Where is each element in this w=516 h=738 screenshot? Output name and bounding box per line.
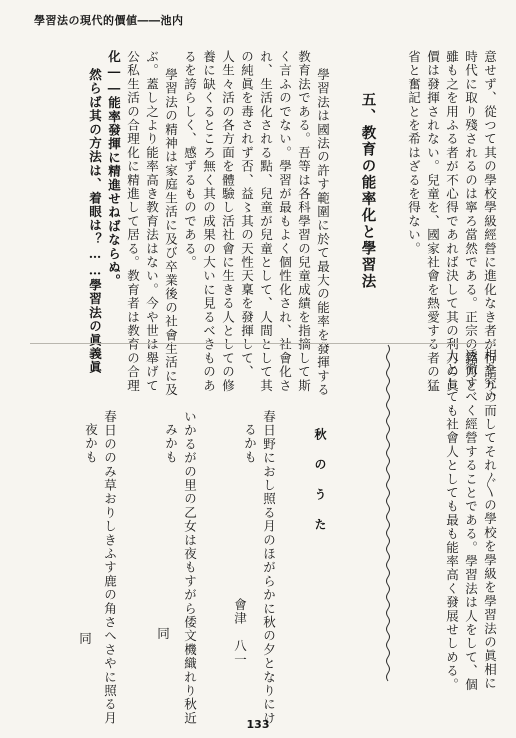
section-heading: 五、教育の能率化と學習法: [359, 92, 377, 290]
body-col-8: るを誇らしく、感ずるものである。: [182, 50, 198, 270]
body-col-1: 學習法は國法の許す範圍に於て最大の能率を發揮する: [315, 68, 331, 397]
upper-text-col-4: 價は發揮されない。兒童を、國家社會を熱愛する者の猛: [425, 50, 441, 393]
body-col-5: の純眞を毒されず否、益〻其の天性天稟を發揮して、: [239, 50, 255, 379]
poem-1-verse-1: 春日野におし照る月のほがらかに秋の夕となりにけ: [261, 410, 277, 726]
upper-text-col-3: 雖も之を用ふる者が不心得であれば決して其の利刀の眞: [444, 50, 460, 393]
lower-text-col-3: 人としても社會人としても最も能率高く發展せしめる。: [444, 349, 460, 692]
body-col-12: 化――能率發揮に精進せねばならぬ。: [106, 50, 122, 288]
body-col-9: 學習法の精神は家庭生活に及び卒業後の社會生活に及: [163, 68, 179, 397]
body-col-2: 教育法である。吾等は各科學習の兒童成績を指摘して斯: [296, 50, 312, 393]
poem-2-verse-1: いかるがの里の乙女は夜もすがら倭文機織れり秋近: [182, 410, 198, 726]
body-col-4: れ、生活化される點、兒童が兒童として、人間として其: [258, 50, 274, 393]
poem-3-verse-1: 春日ののみ草おりしきふす鹿の角さへさやに照る月: [102, 410, 118, 726]
upper-text-col-2: 時代に取り殘されるのは寧ろ當然である。正宗の銘刀と: [463, 50, 479, 393]
poem-1-verse-2: るかも: [242, 423, 258, 465]
upper-text-col-5: 省と奮記とを希はざるを得ない。: [406, 50, 422, 256]
body-col-7: 養に缺くるところ無く其の成果の大いに見るべきものあ: [201, 50, 217, 393]
poem-3-author: 同: [77, 632, 93, 646]
body-col-11: 公私生活の合理化に精進して居る。教育者は教育の合理: [125, 50, 141, 393]
lower-text-col-2: 透徹すべく經營することである。學習法は人をして、個: [463, 349, 479, 692]
lower-text-col-1: 相を究め而してそれ〴〵の學校を學級を學習法の眞相に: [482, 349, 498, 691]
poem-title: 秋のうた: [313, 428, 327, 548]
running-header: 學習法の現代的價値――池内: [34, 14, 184, 27]
poem-2-verse-2: みかも: [163, 423, 179, 465]
upper-text-col-1: 意せず、從つて其の學校學級經營に進化なき者が行詰り、: [482, 50, 498, 407]
poem-1-author: 會津 八一: [232, 598, 248, 667]
wavy-divider: [384, 345, 392, 685]
section-divider: [30, 343, 496, 344]
poem-2-author: 同: [155, 627, 171, 641]
body-col-10: ぶ。蓋し之より能率高き教育法はない。今や世は舉げて: [144, 50, 160, 393]
body-col-3: く言ふのでない。學習が最もよく個性化され、社會化さ: [277, 50, 293, 393]
body-col-6: 人生々活の各方面を體驗し活社會に生きる人としての修: [220, 50, 236, 393]
body-col-13: 然らば其の方法は、着眼は？……學習法の眞義眞: [87, 68, 103, 375]
poem-3-verse-2: 夜かも: [83, 423, 99, 465]
page-number: 133: [246, 718, 270, 731]
